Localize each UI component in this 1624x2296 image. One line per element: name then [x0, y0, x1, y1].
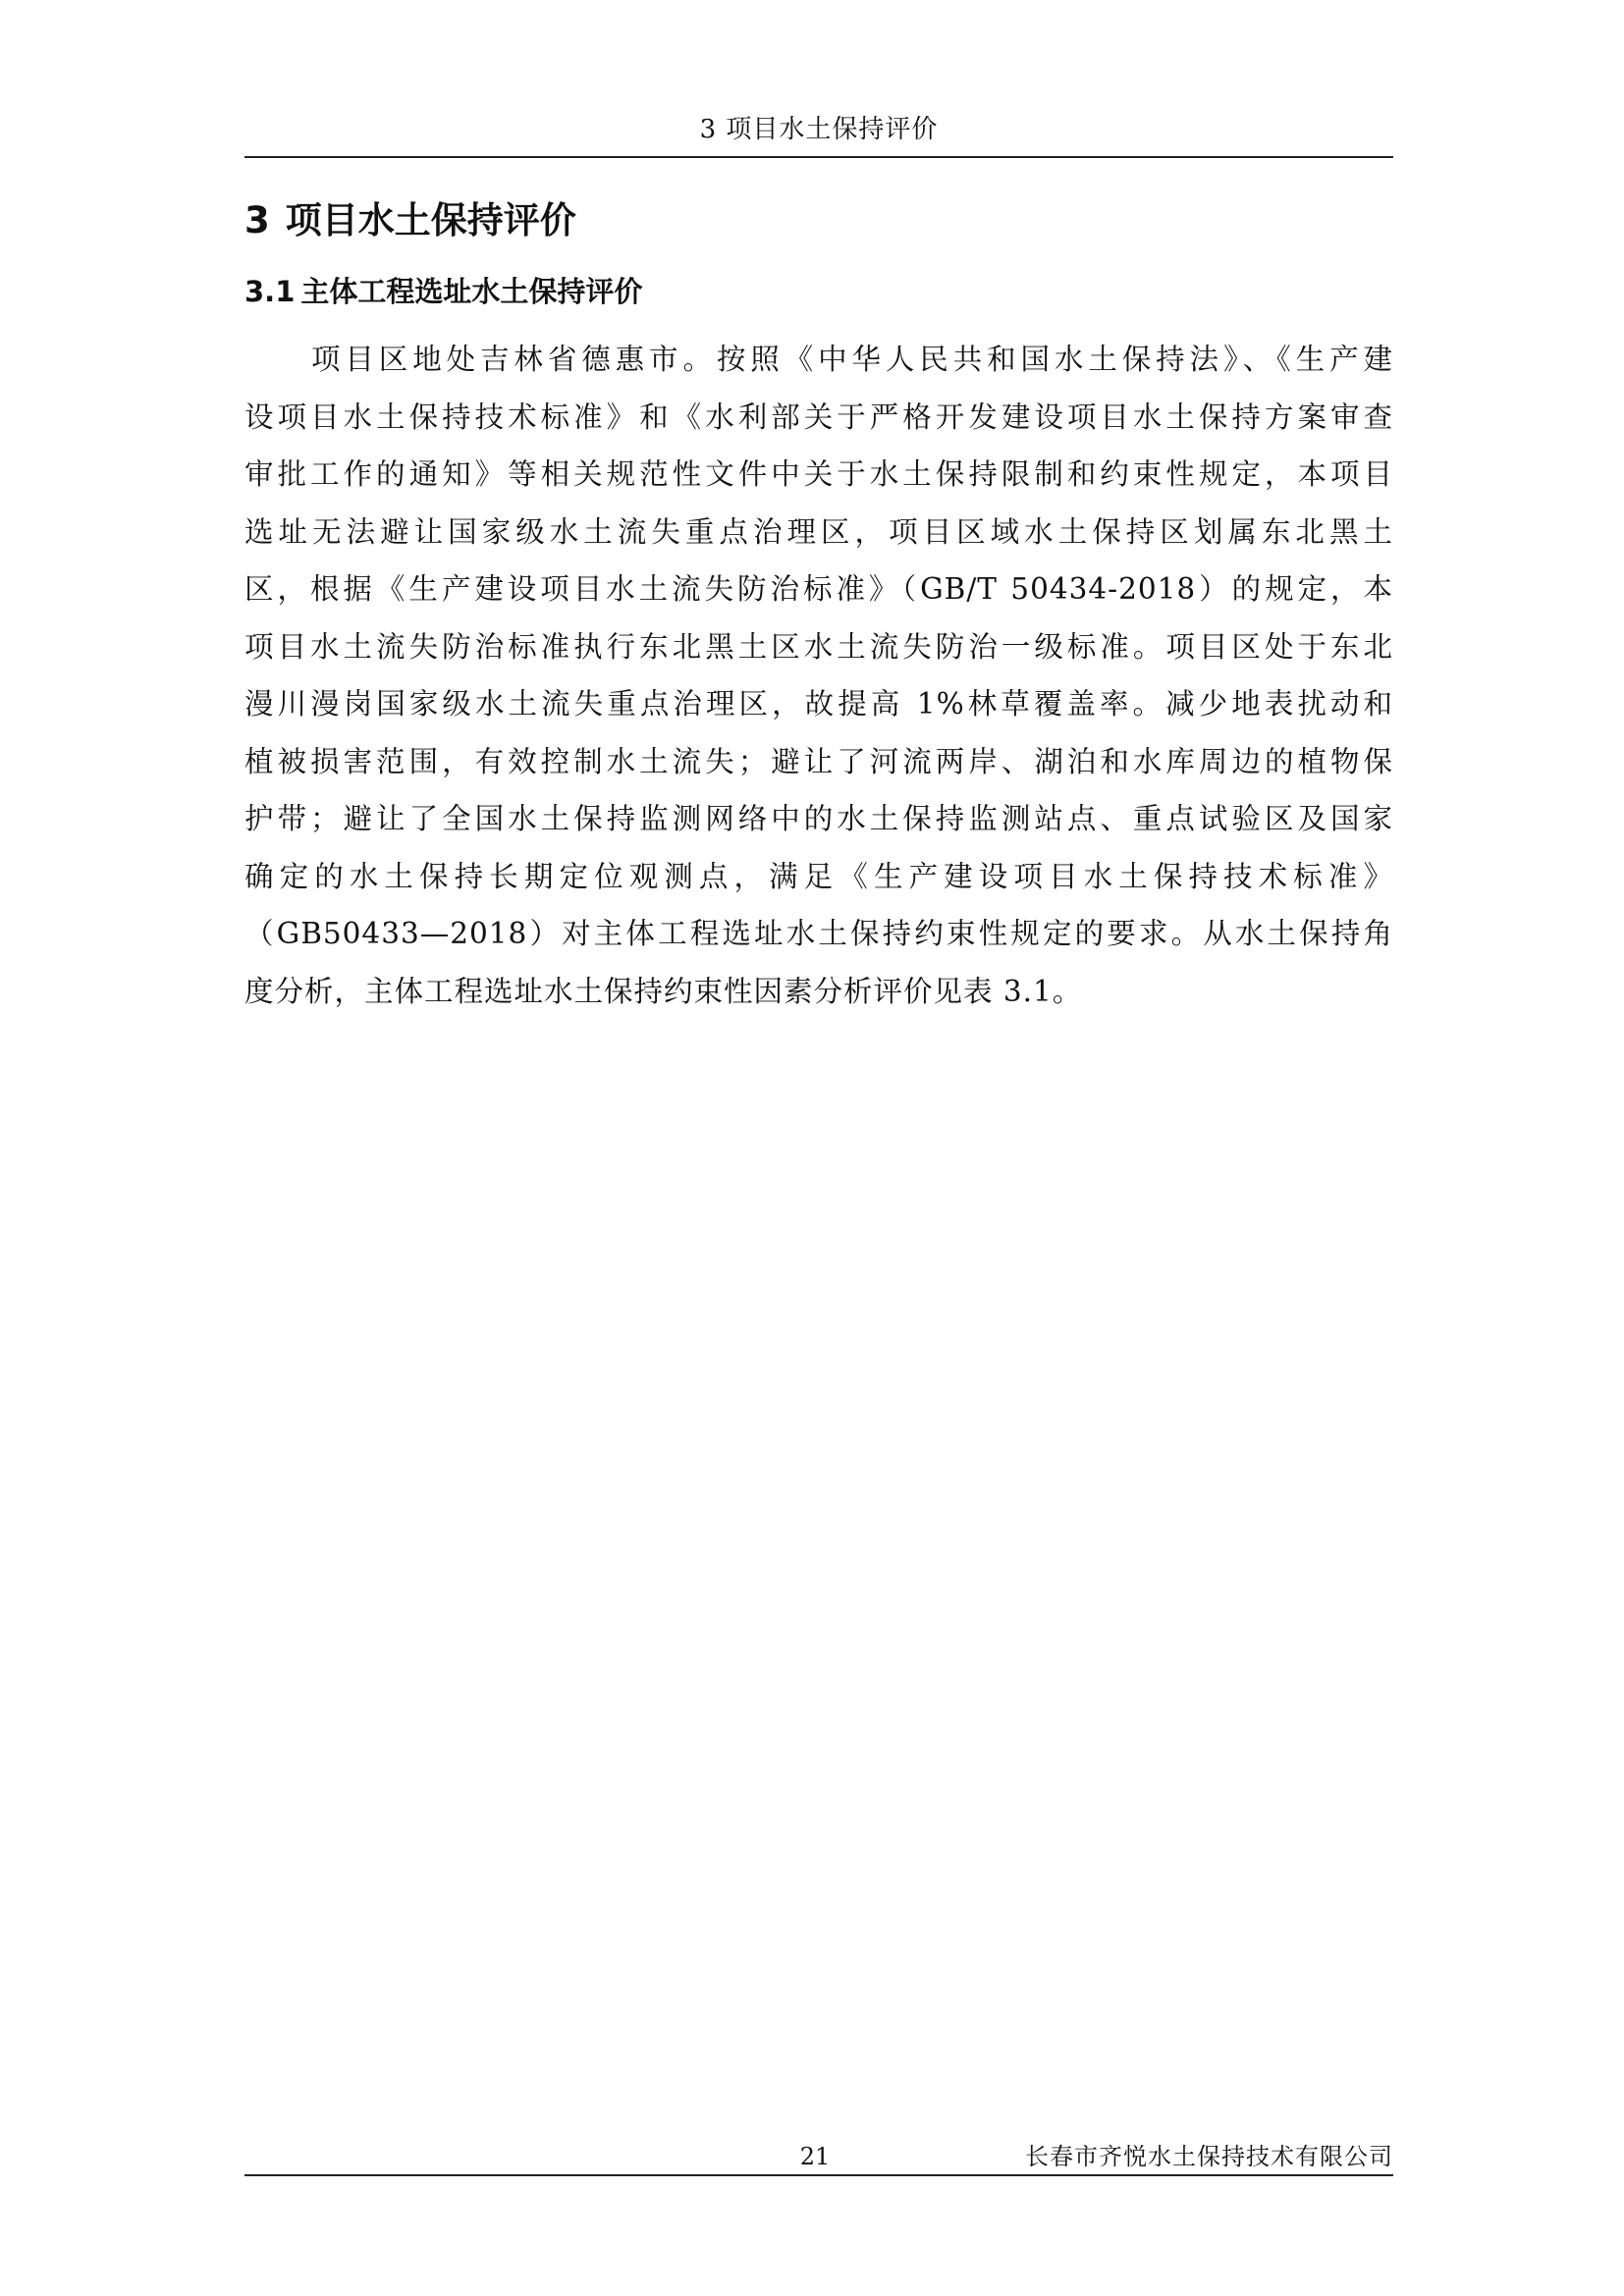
section-number: 3.1 — [244, 275, 296, 308]
paragraph-line: 确定的水土保持长期定位观测点，满足《生产建设项目水土保持技术标准》 — [244, 859, 1393, 893]
company-name: 长春市齐悦水土保持技术有限公司 — [1025, 2143, 1393, 2170]
section-title — [244, 269, 642, 314]
chapter-number: 3 — [244, 199, 270, 241]
paragraph-line: 漫川漫岗国家级水土流失重点治理区，故提高 1%林草覆盖率。减少地表扰动和 — [244, 687, 1393, 721]
paragraph-line: 区，根据《生产建设项目水土流失防治标准》（GB/T 50434-2018）的规定，本 — [244, 572, 1393, 606]
paragraph-line: 设项目水土保持技术标准》和《水利部关于严格开发建设项目水土保持方案审查 — [244, 400, 1393, 434]
paragraph-line: 审批工作的通知》等相关规范性文件中关于水土保持限制和约束性规定，本项目 — [244, 457, 1393, 491]
paragraph-line: （GB50433—2018）对主体工程选址水土保持约束性规定的要求。从水土保持角 — [244, 917, 1393, 950]
header-rule — [244, 156, 1393, 158]
chapter-title — [244, 194, 576, 247]
running-header: 3 项目水土保持评价 — [699, 115, 939, 144]
chapter-title-text: 项目水土保持评价 — [285, 199, 576, 241]
paragraph-line: 项目水土流失防治标准执行东北黑土区水土流失防治一级标准。项目区处于东北 — [244, 629, 1393, 664]
footer-rule — [244, 2174, 1393, 2176]
page-number: 21 — [799, 2143, 831, 2170]
paragraph-line: 项目区地处吉林省德惠市。按照《中华人民共和国水土保持法》、《生产建 — [311, 343, 1393, 376]
paragraph-line: 植被损害范围，有效控制水土流失；避让了河流两岸、湖泊和水库周边的植物保 — [244, 744, 1393, 778]
paragraph-line: 选址无法避让国家级水土流失重点治理区，项目区域水土保持区划属东北黑土 — [244, 514, 1393, 549]
paragraph-line: 度分析，主体工程选址水土保持约束性因素分析评价见表 3.1。 — [244, 974, 1083, 1008]
section-title-text: 主体工程选址水土保持评价 — [300, 275, 643, 308]
body-paragraph — [244, 331, 1393, 1020]
paragraph-line: 护带；避让了全国水土保持监测网络中的水土保持监测站点、重点试验区及国家 — [244, 802, 1393, 835]
